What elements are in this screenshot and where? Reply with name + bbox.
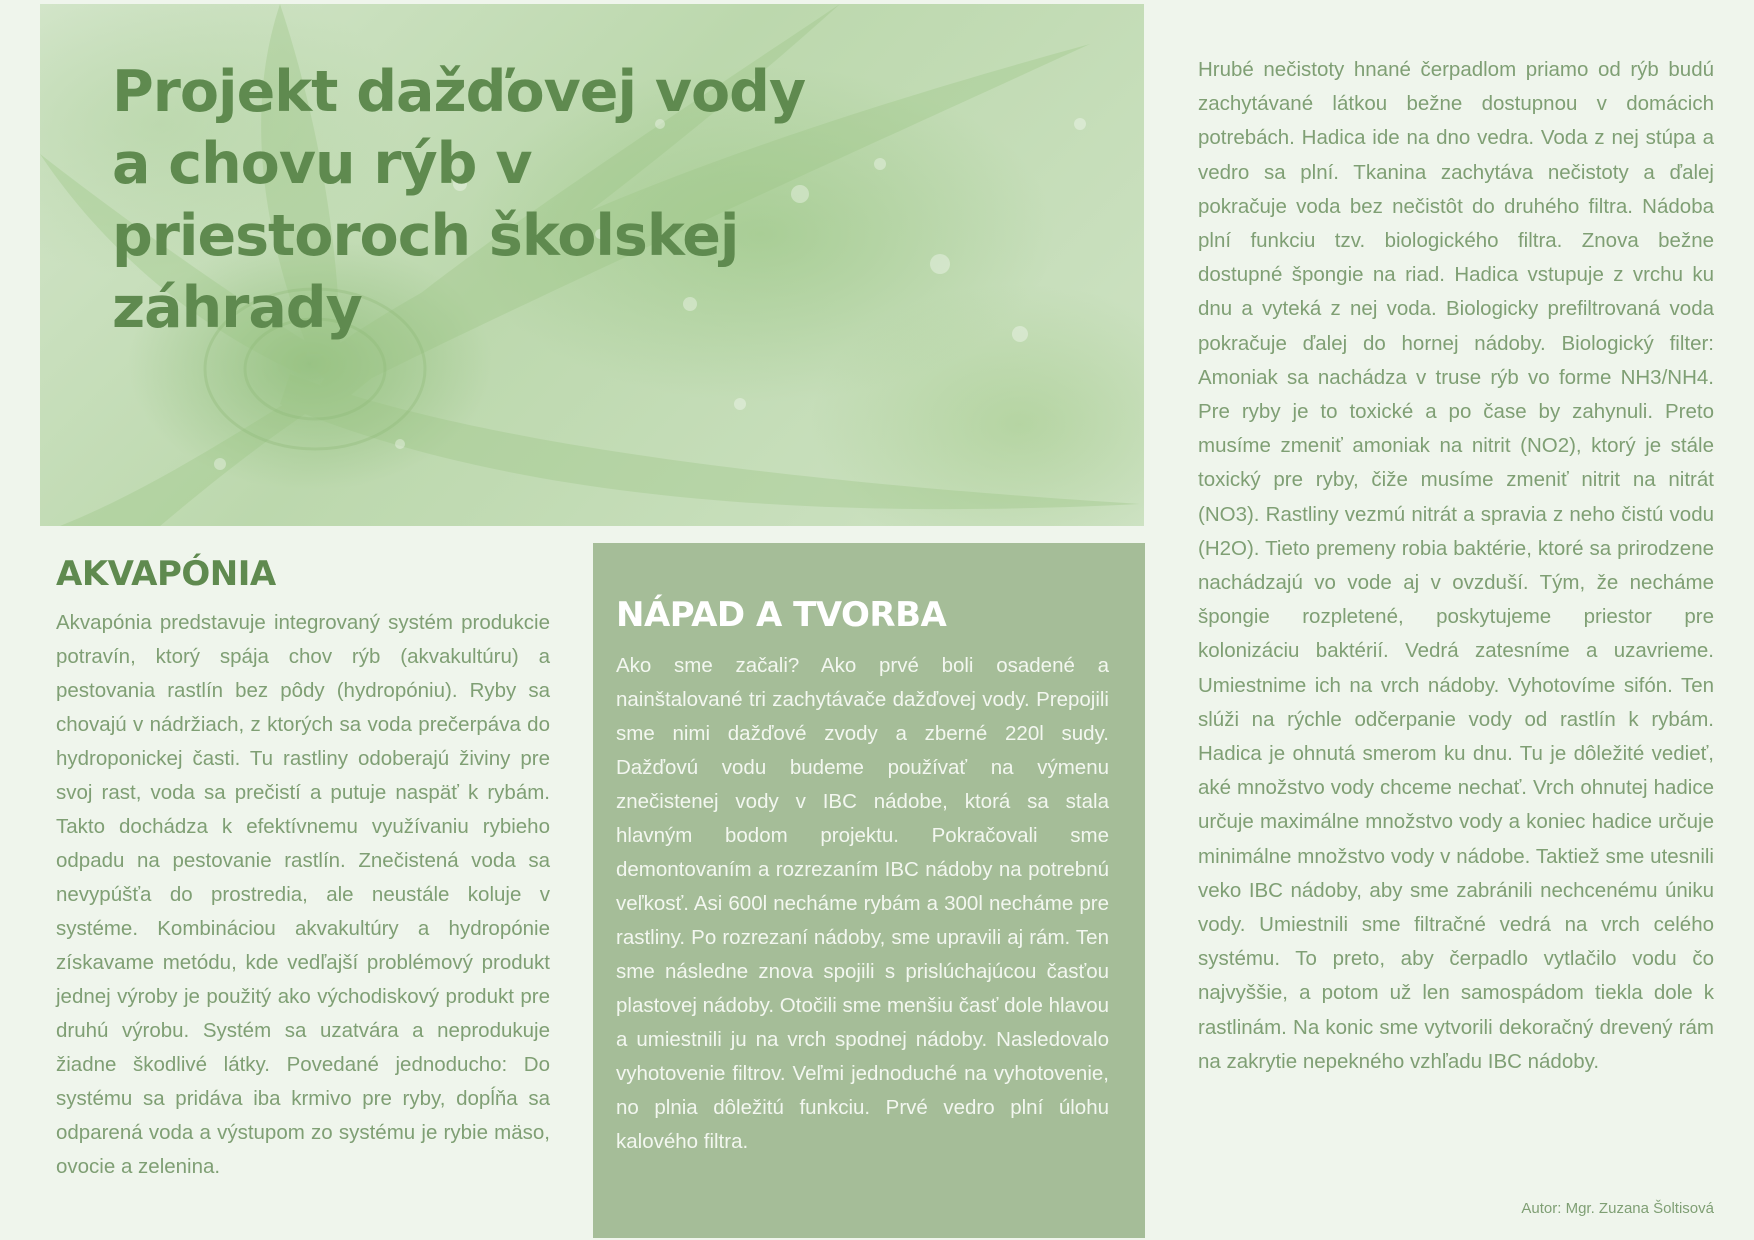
page-title: Projekt dažďovej vody a chovu rýb v priestoroch školskej záhrady <box>112 59 806 341</box>
napad-section <box>593 543 1145 1238</box>
akvaponia-section <box>56 552 550 1184</box>
filter-text: Hrubé nečistoty hnané čerpadlom priamo od rýb budú zachytávané látkou bežne dostupnou v domácich potrebách. Hadica ide na dno vedra. Voda z nej stúpa a vedro sa plní. Tkanina zachytáva nečistoty a ďalej pokračuje voda bez nečistôt do druhého filtra. Nádoba plní funkciu tzv. biologického filtra. Znova bežne dostupné špongie na riad. Hadica vstupuje z vrchu ku dnu a vyteká z nej voda. Biologicky prefiltrovaná voda pokračuje ďalej do hornej nádoby. Biologický filter: Amoniak sa nachádza v truse rýb vo forme NH3/NH4. Pre ryby je to toxické a po čase by zahynuli. Preto musíme zmeniť amoniak na nitrit (NO2), ktorý je stále toxický pre ryby, čiže musíme zmeniť nitrit na nitrát (NO3). Rastliny vezmú nitrát a spravia z neho čistú vodu (H2O). Tieto premeny robia baktérie, ktoré sa prirodzene nachádzajú vo vode aj v ovzduší. Tým, že necháme špongie rozpletené, poskytujeme priestor pre kolonizáciu baktérií. Vedrá zatesníme a uzavrieme. Umiestnime ich na vrch nádoby. Vyhotovíme sifón. Ten slúži na rýchle odčerpanie vody od rastlín k rybám. Hadica je ohnutá smerom ku dnu. Tu je dôležité vedieť, aké množstvo vody chceme nechať. Vrch ohnutej hadice určuje maximálne množstvo vody a koniec hadice určuje minimálne množstvo vody v nádobe. Taktiež sme utesnili veko IBC nádoby, aby sme zabránili nechcenému úniku vody. Umiestnili sme filtračné vedrá na vrch celého systému. To preto, aby čerpadlo vytlačilo vodu čo najvyššie, a potom už len samospádom tiekla dole k rastlinám. Na konic sme vytvorili dekoračný drevený rám na zakrytie nepekného vzhľadu IBC nádoby. <box>1198 58 1714 1073</box>
author-credit: Autor: Mgr. Zuzana Šoltisová <box>1521 1200 1714 1217</box>
napad-text: Ako sme začali? Ako prvé boli osadené a nainštalované tri zachytávače dažďovej vody. Prepojili sme nimi dažďové zvody a zberné 220l sudy. Dažďovú vodu budeme používať na výmenu znečistenej vody v IBC nádobe, ktorá sa stala hlavným bodom projektu. Pokračovali sme demontovaním a rozrezaním IBC nádoby na potrebnú veľkosť. Asi 600l necháme rybám a 300l necháme pre rastliny. Po rozrezaní nádoby, sme upravili aj rám. Ten sme následne znova spojili s prislúchajúcou časťou plastovej nádoby. Otočili sme menšiu časť dole hlavou a umiestnili ju na vrch spodnej nádoby. Nasledovalo vyhotovenie filtrov. Veľmi jednoduché na vyhotovenie, no plnia dôležitú funkciu. Prvé vedro plní úlohu kalového filtra. <box>616 654 1109 1153</box>
akvaponia-heading: AKVAPÓNIA <box>56 554 276 594</box>
hero-banner <box>40 4 1144 526</box>
filter-section <box>1198 53 1714 1079</box>
akvaponia-text: Akvapónia predstavuje integrovaný systém produkcie potravín, ktorý spája chov rýb (akvakultúru) a pestovania rastlín bez pôdy (hydropóniu). Ryby sa chovajú v nádržiach, z ktorých sa voda prečerpáva do hydroponickej časti. Tu rastliny odoberajú živiny pre svoj rast, voda sa prečistí a putuje naspäť k rybám. Takto dochádza k efektívnemu využívaniu rybieho odpadu na pestovanie rastlín. Znečistená voda sa nevypúšťa do prostredia, ale neustále koluje v systéme. Kombináciou akvakultúry a hydropónie získavame metódu, kde vedľajší problémový produkt jednej výroby je použitý ako východiskový produkt pre druhú výrobu. Systém sa uzatvára a neprodukuje žiadne škodlivé látky. Povedané jednoducho: Do systému sa pridáva iba krmivo pre ryby, dopĺňa sa odparená voda a výstupom zo systému je rybie mäso, ovocie a zelenina. <box>56 611 550 1178</box>
napad-heading: NÁPAD A TVORBA <box>616 595 947 635</box>
